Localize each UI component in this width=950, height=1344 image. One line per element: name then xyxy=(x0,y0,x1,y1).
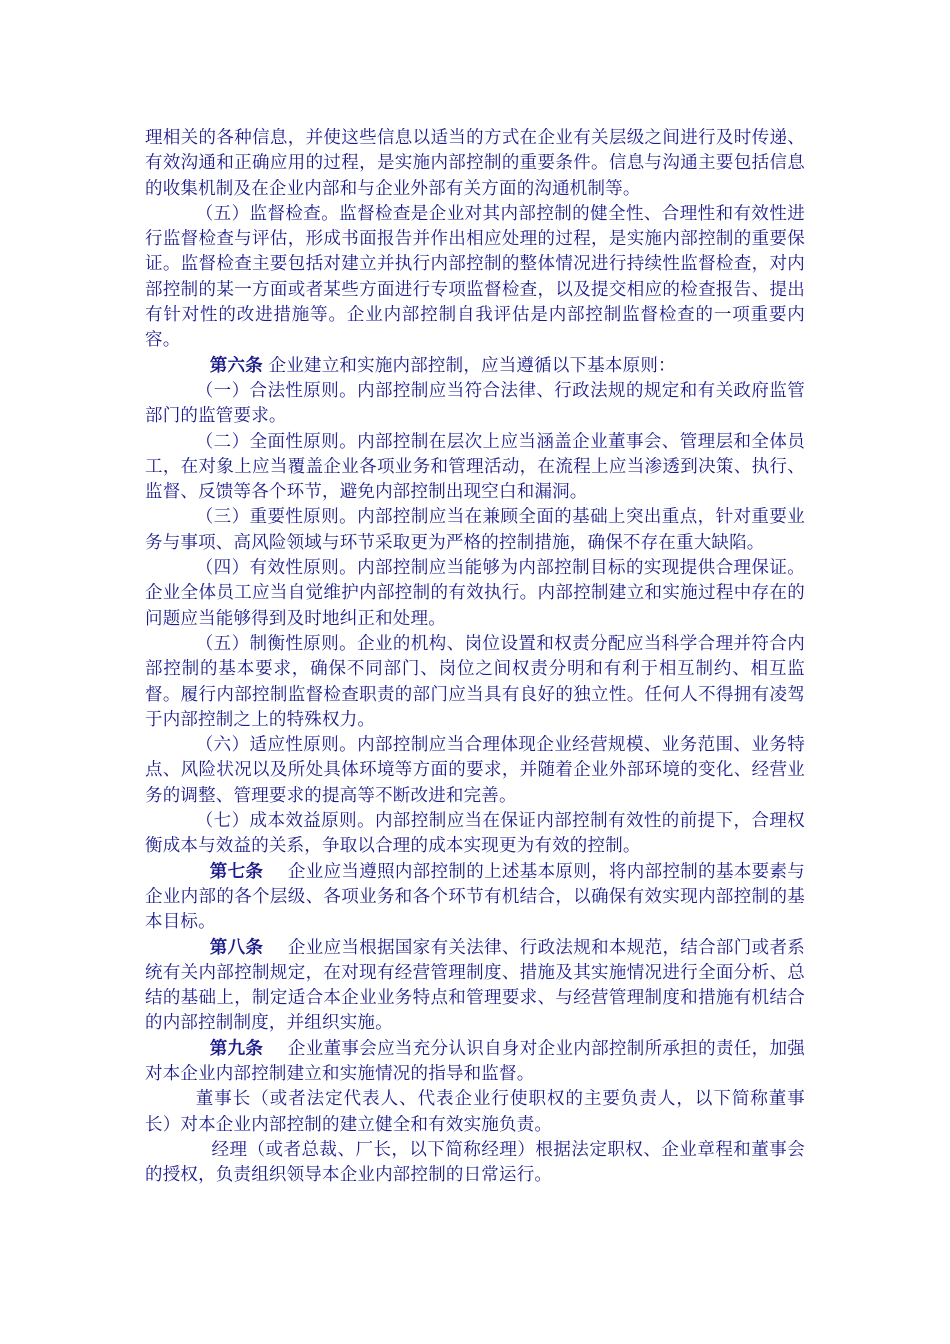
article-6 xyxy=(145,354,805,379)
paragraph-text: （六）适应性原则。内部控制应当合理体现企业经营规模、业务范围、业务特点、风险状况以及所处具体环境等方面的要求，并随着企业外部环境的变化、经营业务的调整、管理要求的提高等不断改进和完善。 xyxy=(145,735,805,806)
paragraph-text: （五）制衡性原则。企业的机构、岗位设置和权责分配应当科学合理并符合内部控制的基本要求，确保不同部门、岗位之间权责分明和有利于相互制约、相互监督。履行内部控制监督检查职责的部门应当具有良好的独立性。任何人不得拥有凌驾于内部控制之上的特殊权力。 xyxy=(145,633,805,730)
paragraph-text: （四）有效性原则。内部控制应当能够为内部控制目标的实现提供合理保证。企业全体员工应当自觉维护内部控制的有效执行。内部控制建立和实施过程中存在的问题应当能够得到及时地纠正和处理。 xyxy=(145,558,805,629)
paragraph-chairman xyxy=(145,1087,805,1138)
paragraph-text: （三）重要性原则。内部控制应当在兼顾全面的基础上突出重点，针对重要业务与事项、高风险领域与环节采取更为严格的控制措施，确保不存在重大缺陷。 xyxy=(145,507,805,553)
paragraph-monitoring xyxy=(145,202,805,354)
paragraph-text: （五）监督检查。监督检查是企业对其内部控制的健全性、合理性和有效性进行监督检查与评估，形成书面报告并作出相应处理的过程，是实施内部控制的重要保证。监督检查主要包括对建立并执行内部控制的整体情况进行持续性监督检查，对内部控制的某一方面或者某些方面进行专项监督检查，以及提交相应的检查报告、提出有针对性的改进措施等。企业内部控制自我评估是内部控制监督检查的一项重要内容。 xyxy=(145,203,805,351)
article-9 xyxy=(145,1037,805,1088)
paragraph-text: 企业董事会应当充分认识自身对企业内部控制所承担的责任，加强对本企业内部控制建立和实施情况的指导和监督。 xyxy=(145,1038,805,1084)
article-number: 第九条 xyxy=(209,1038,264,1059)
paragraph-text: 理相关的各种信息，并使这些信息以适当的方式在企业有关层级之间进行及时传递、有效沟通和正确应用的过程，是实施内部控制的重要条件。信息与沟通主要包括信息的收集机制及在企业内部和与企业外部有关方面的沟通机制等。 xyxy=(145,128,805,199)
paragraph-text: （二）全面性原则。内部控制在层次上应当涵盖企业董事会、管理层和全体员工，在对象上应当覆盖企业各项业务和管理活动，在流程上应当渗透到决策、执行、监督、反馈等各个环节，避免内部控制出现空白和漏洞。 xyxy=(145,431,805,503)
article-7 xyxy=(145,860,805,936)
article-number: 第八条 xyxy=(209,937,264,958)
paragraph-info-communication-cont xyxy=(145,126,805,202)
paragraph-text: 董事长（或者法定代表人、代表企业行使职权的主要负责人，以下简称董事长）对本企业内部控制的建立健全和有效实施负责。 xyxy=(145,1089,805,1135)
paragraph-text: （七）成本效益原则。内部控制应当在保证内部控制有效性的前提下，合理权衡成本与效益的关系，争取以合理的成本实现更为有效的控制。 xyxy=(145,811,805,857)
article-number: 第六条 xyxy=(209,355,263,376)
document-page xyxy=(145,126,805,1188)
principle-comprehensiveness xyxy=(145,430,805,506)
paragraph-text: 企业应当遵照内部控制的上述基本原则，将内部控制的基本要素与企业内部的各个层级、各项业务和各个环节有机结合，以确保有效实现内部控制的基本目标。 xyxy=(145,861,805,933)
paragraph-text: 企业应当根据国家有关法律、行政法规和本规范，结合部门或者系统有关内部控制规定，在对现有经营管理制度、措施及其实施情况进行全面分析、总结的基础上，制定适合本企业业务特点和管理要求、与经营管理制度和措施有机结合的内部控制制度，并组织实施。 xyxy=(145,937,805,1034)
principle-checks-balances xyxy=(145,632,805,733)
principle-cost-benefit xyxy=(145,809,805,860)
paragraph-text: 经理（或者总裁、厂长，以下简称经理）根据法定职权、企业章程和董事会的授权，负责组织领导本企业内部控制的日常运行。 xyxy=(145,1139,805,1186)
article-8 xyxy=(145,936,805,1037)
principle-importance xyxy=(145,505,805,556)
principle-legality xyxy=(145,379,805,430)
principle-effectiveness xyxy=(145,556,805,632)
paragraph-text: （一）合法性原则。内部控制应当符合法律、行政法规的规定和有关政府监管部门的监管要求。 xyxy=(145,380,805,427)
article-number: 第七条 xyxy=(209,861,264,882)
paragraph-text: 企业建立和实施内部控制，应当遵循以下基本原则： xyxy=(268,355,676,376)
principle-adaptability xyxy=(145,733,805,809)
paragraph-manager xyxy=(145,1138,805,1189)
